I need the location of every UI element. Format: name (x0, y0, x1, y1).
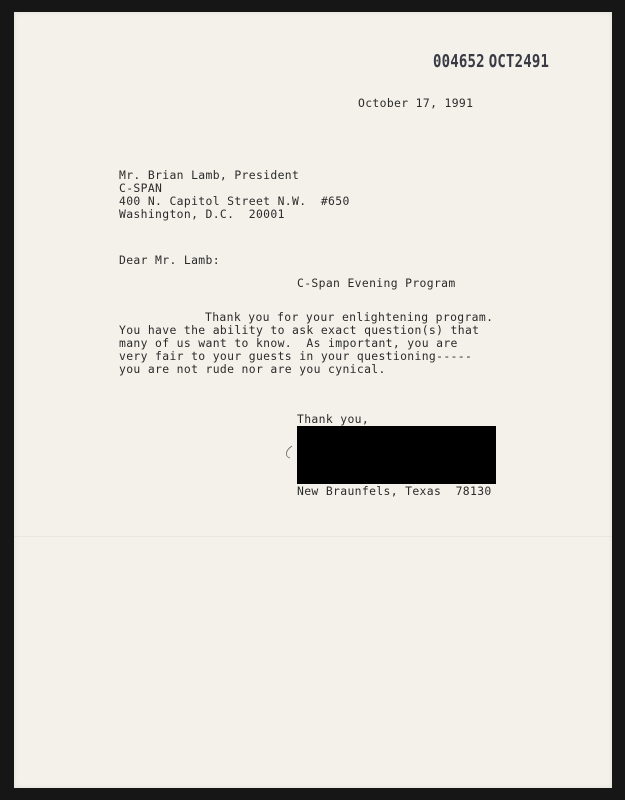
subject-line: C-Span Evening Program (297, 276, 456, 290)
recipient-street: 400 N. Capitol Street N.W. #650 (119, 194, 350, 208)
stamp-number: 004652 (433, 52, 485, 72)
stamp-date: OCT2491 (488, 52, 550, 72)
sender-location: New Braunfels, Texas 78130 (297, 484, 492, 498)
body-line-4: very fair to your guests in your questioning----- (119, 349, 473, 363)
body-line-2: You have the ability to ask exact question(s) that (119, 323, 480, 337)
letter-page (14, 12, 612, 788)
body-line-1: Thank you for your enlightening program. (205, 310, 494, 324)
signature-stroke-icon (282, 444, 296, 460)
body-line-5: you are not rude nor are you cynical. (119, 362, 386, 376)
recipient-name: Mr. Brian Lamb, President (119, 168, 300, 182)
page-fold-line (14, 536, 612, 537)
body-line-3: many of us want to know. As important, you are (119, 336, 458, 350)
redacted-signature-block (297, 426, 496, 484)
received-stamp (433, 52, 549, 72)
salutation: Dear Mr. Lamb: (119, 253, 220, 267)
recipient-organization: C-SPAN (119, 181, 163, 195)
closing: Thank you, (297, 412, 370, 426)
letter-date: October 17, 1991 (358, 96, 474, 110)
recipient-city: Washington, D.C. 20001 (119, 207, 285, 221)
